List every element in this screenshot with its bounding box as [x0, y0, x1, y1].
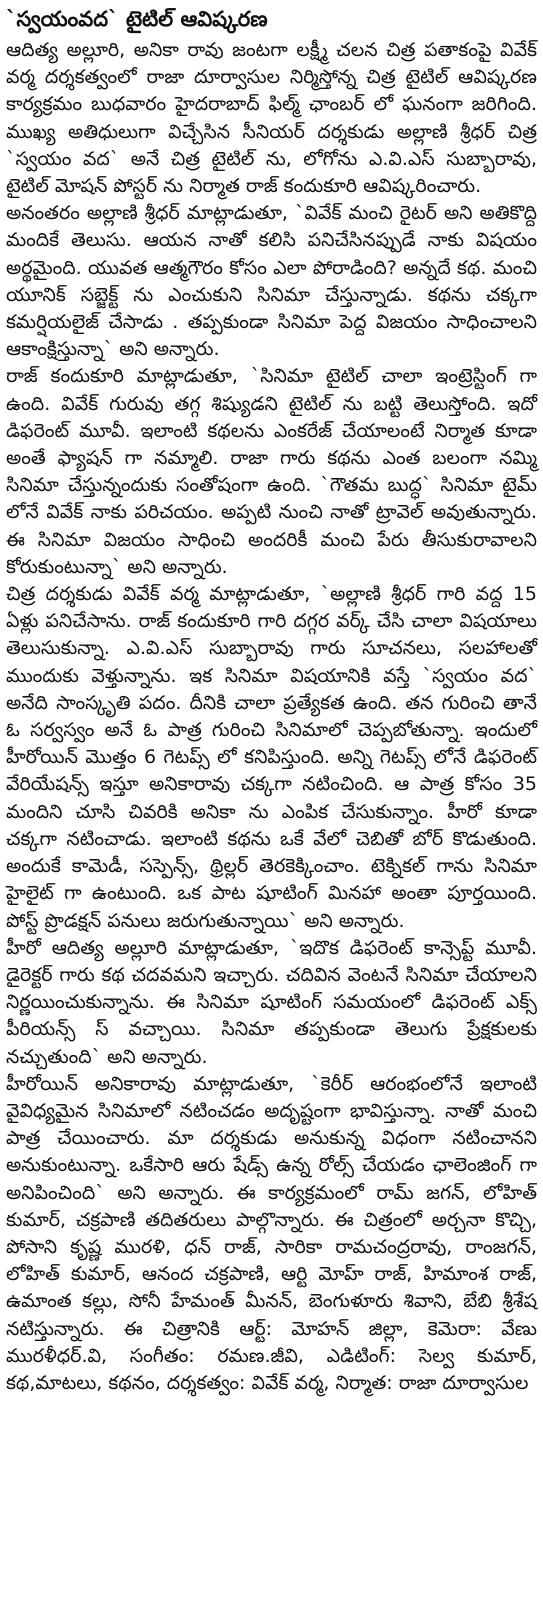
article-paragraph-director: చిత్ర దర్శకుడు వివేక్ వర్మ మాట్లాడుతూ, `అల్లాణి శ్రీధర్ గారి వద్ద 15 ఏళ్లు పనిచేసాను. రాజ్ కందుకూరి గారి దగ్గర వర్క్ చేసి చాలా విషయాలు తెలుసుకున్నా. ఎ.వి.ఎస్ సుబ్బారావు గారు సూచనలు, సలహాలతో ముందుకు వెళ్తున్నాను. ఇక సినిమా విషయానికి వస్తే `స్వయం వద` అనేది సాంస్కృతి పదం. దీనికి చాలా ప్రత్యేకత ఉంది. తన గురించి తానే ఓ సర్వస్వం అనే ఓ పాత్ర గురించి సినిమాలో చెప్పబోతున్నా. ఇందులో హీరోయిన్ మొత్తం 6 గెటప్స్ లో కనిపిస్తుంది. అన్ని గెటప్స్ లోనే డిఫరెంట్ వేరియేషన్స్ ఇస్తూ అనికారావు చక్కగా నటించింది. ఆ పాత్ర కోసం 35 మందిని చూసి చివరికి అనికా ను ఎంపిక చేసుకున్నాం. హీరో కూడా చక్కగా నటించాడు. ఇలాంటి కథను ఒకే వేలో చెబితో బోర్ కొడుతుంది. అందుకే కామెడీ, సస్పెన్స్, థ్రిల్లర్ తెరకెక్కించాం. టెక్నికల్ గాను సినిమా హైలైట్ గా ఉంటుంది. ఒక పాట షూటింగ్ మినహా అంతా పూర్తయింది. పోస్ట్ ప్రొడక్షన్ పనులు జరుగుతున్నాయి` అని అన్నారు. — [6, 583, 537, 932]
article-paragraph-hero: హీరో ఆదిత్య అల్లూరి మాట్లాడుతూ, `ఇదొక డిఫరెంట్ కాన్సెప్ట్ మూవీ. డైరెక్టర్ గారు కథ చదవమని ఇచ్చారు. చదివిన వెంటనే సినిమా చేయాలని నిర్ణయించుకున్నాను. ఈ సినిమా షూటింగ్ సమయంలో డిఫరెంట్ ఎక్స్ పీరియన్స్ స్ వచ్చాయి. సినిమా తప్పకుండా తెలుగు ప్రేక్షకులకు నచ్చుతుంది` అని అన్నారు. — [6, 936, 537, 1068]
article-paragraph-raj: రాజ్ కందుకూరి మాట్లాడుతూ, `సినిమా టైటిల్ చాలా ఇంట్రెస్టింగ్ గా ఉంది. వివేక్ గురువు తగ్గ శిష్యుడని టైటిల్ ను బట్టి తెలుస్తోంది. ఇదో డిఫరెంట్ మూవీ. ఇలాంటి కథలను ఎంకరేజ్ చేయాలంటే నిర్మాత కూడా అంతే ఫ్యాషన్ గా నమ్మాలి. రాజా గారు కథను ఎంత బలంగా నమ్మి సినిమా చేస్తున్నందుకు సంతోషంగా ఉంది. `గౌతమ బుద్ధ` సినిమా టైమ్ లోనే వివేక్ నాకు పరిచయం. అప్పటి నుంచి నాతో ట్రావెల్ అవుతున్నారు. ఈ సినిమా విజయం సాధించి అందరికీ మంచి పేరు తీసుకురావాలని కోరుకుంటున్నా` అని అన్నారు. — [6, 365, 537, 578]
article-paragraph-heroine-credits: హీరోయిన్ అనికారావు మాట్లాడుతూ, `కెరీర్ ఆరంభంలోనే ఇలాంటి వైవిధ్యమైన సినిమాలో నటించడం అదృష్టంగా భావిస్తున్నా. నాతో మంచి పాత్ర చేయించారు. మా దర్శకుడు అనుకున్న విధంగా నటించానని అనుకుంటున్నా. ఒకేసారి ఆరు షేడ్స్ ఉన్న రోల్స్ చేయడం ఛాలెంజింగ్ గా అనిపించింది` అని అన్నారు. ఈ కార్యక్రమంలో రామ్ జగన్, లోహిత్ కుమార్, చక్రపాణి తదితరులు పాల్గొన్నారు. ఈ చిత్రంలో అర్చనా కొచ్చి, పోసాని కృష్ణ మురళి, ధన్ రాజ్, సారికా రామచంద్రరావు, రాంజగన్, లోహిత్ కుమార్, ఆనంద చక్రపాణి, ఆర్టి మోహ్ రాజ్, హిమాంశ రాజ్, ఉమాంత కల్లు, సోనీ హేమంత్ మీనన్, బెంగుళూరు శివాని, బేబి శ్రీశేష నటిస్తున్నారు. ఈ చిత్రానికి ఆర్ట్: మోహన్ జిల్లా, కెమెరా: వేణు మురళీధర్.వి, సంగీతం: రమణ.జీవి, ఎడిటింగ్: సెల్వ కుమార్, కథ,మాటలు, కథనం, దర్శకత్వం: వివేక్ వర్మ, నిర్మాత: రాజా దూర్వాసుల — [6, 1072, 537, 1394]
article-headline: `స్వయంవద` టైటిల్ ఆవిష్కరణ — [6, 7, 268, 31]
article-paragraph-sridhar: అనంతరం అల్లాణి శ్రీధర్ మాట్లాడుతూ, `వివేక్ మంచి రైటర్ అని అతికొద్ది మందికే తెలుసు. ఆయన నాతో కలిసి పనిచేసినప్పుడే నాకు విషయం అర్థమైంది. యువత ఆత్మగౌరం కోసం ఎలా పోరాడింది? అన్నదే కథ. మంచి యూనిక్ సబ్జెక్ట్ ను ఎంచుకుని సినిమా చేస్తున్నాడు. కథను చక్కగా కమర్షియలైజ్ చేసాడు . తప్పకుండా సినిమా పెద్ద విజయం సాధించాలని ఆకాంక్షిస్తున్నా` అని అన్నారు. — [6, 202, 537, 361]
article-paragraph-intro: ఆదిత్య అల్లూరి, అనికా రావు జంటగా లక్ష్మీ చలన చిత్ర పతాకంపై వివేక్ వర్మ దర్శకత్వంలో రాజా దూర్వాసుల నిర్మిస్తోన్న చిత్ర టైటిల్ ఆవిష్కరణ కార్యక్రమం బుధవారం హైదరాబాద్ ఫిల్మ్ ఛాంబర్ లో ఘనంగా జరిగింది. ముఖ్య అతిధులుగా విచ్చేసిన సీనియర్ దర్శకుడు అల్లాణి శ్రీధర్ చిత్ర `స్వయం వద` అనే చిత్ర టైటిల్ ను, లోగోను ఎ.వి.ఎస్ సుబ్బారావు, టైటిల్ మోషన్ పోస్టర్ ను నిర్మాత రాజ్ కందుకూరి ఆవిష్కరించారు. — [6, 39, 537, 198]
